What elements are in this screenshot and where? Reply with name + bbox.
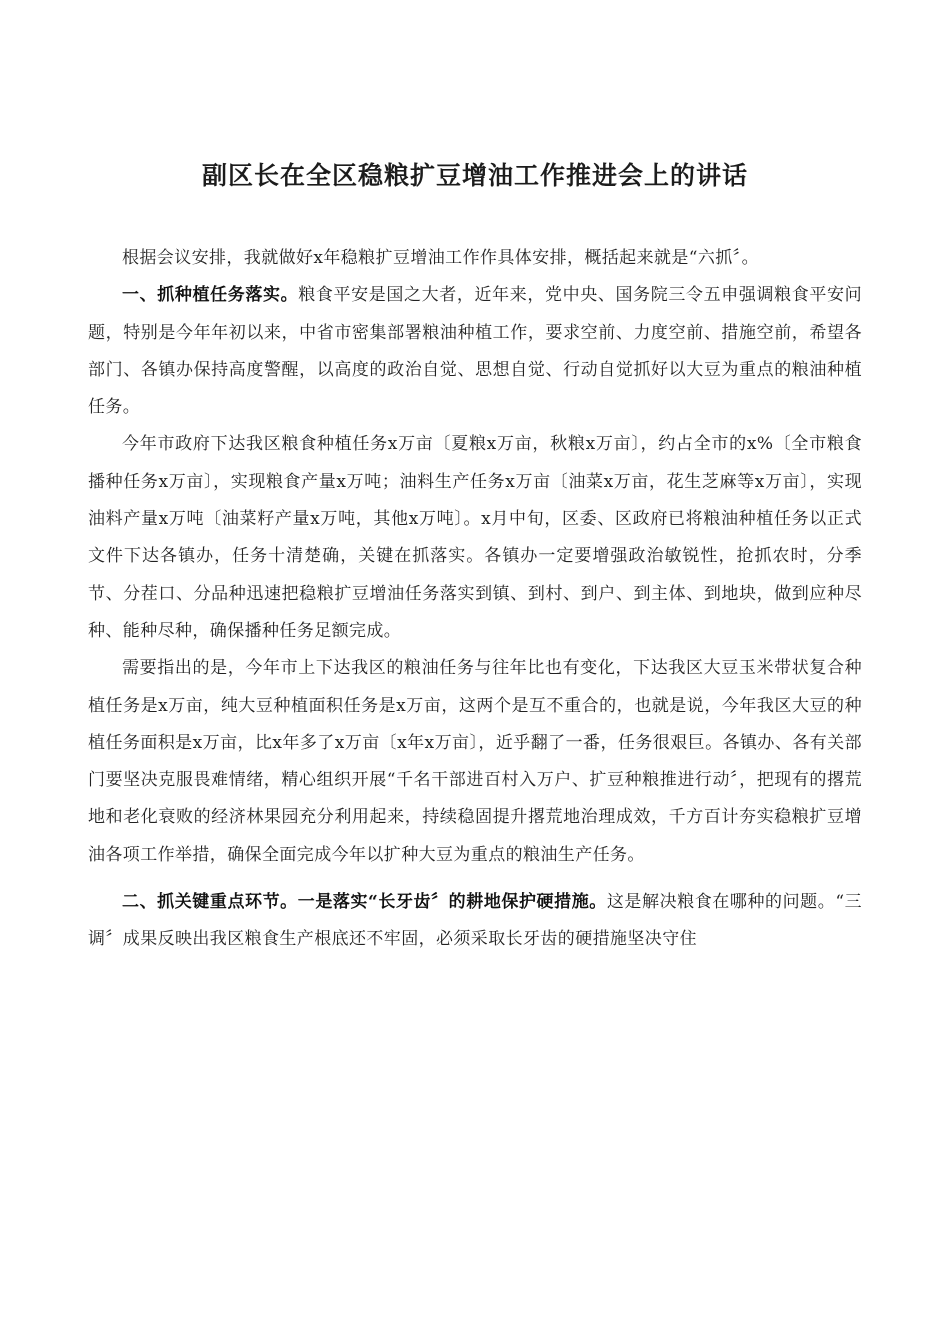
section-heading: 一、抓种植任务落实。 (122, 285, 299, 306)
paragraph-text: 这是解决粮食在哪种的问题。“三调〞成果反映出我区粮食生产根底还不牢固，必须采取长牙齿的硬措施坚决守住 (88, 892, 862, 950)
paragraph-text: 需要指出的是，今年市上下达我区的粮油任务与往年比也有变化，下达我区大豆玉米带状复合种植任务是x万亩，纯大豆种植面积任务是x万亩，这两个是互不重合的，也就是说，今年我区大豆的种植任务面积是x万亩，比x年多了x万亩〔x年x万亩〕，近乎翻了一番，任务很艰巨。各镇办、各有关部门要坚决克服畏难情绪，精心组织开展“千名干部进百村入万户、扩豆种粮推进行动〞，把现有的撂荒地和老化衰败的经济林果园充分利用起来，持续稳固提升撂荒地治理成效，千方百计夯实稳粮扩豆增油各项工作举措，确保全面完成今年以扩种大豆为重点的粮油生产任务。 (88, 658, 862, 865)
paragraph-intro (88, 240, 862, 277)
section-heading: 二、抓关键重点环节。一是落实“长牙齿〞的耕地保护硬措施。 (122, 892, 607, 913)
paragraph-text: 粮食平安是国之大者，近年来，党中央、国务院三令五申强调粮食平安问题，特别是今年年初以来，中省市密集部署粮油种植工作，要求空前、力度空前、措施空前，希望各部门、各镇办保持高度警醒，以高度的政治自觉、思想自觉、行动自觉抓好以大豆为重点的粮油种植任务。 (88, 285, 862, 418)
paragraph-text: 今年市政府下达我区粮食种植任务x万亩〔夏粮x万亩，秋粮x万亩〕，约占全市的x%〔全市粮食播种任务x万亩〕，实现粮食产量x万吨；油料生产任务x万亩〔油菜x万亩，花生芝麻等x万亩〕，实现油料产量x万吨〔油菜籽产量x万吨，其他x万吨〕。x月中旬，区委、区政府已将粮油种植任务以正式文件下达各镇办，任务十清楚确，关键在抓落实。各镇办一定要增强政治敏锐性，抢抓农时，分季节、分茬口、分品种迅速把稳粮扩豆增油任务落实到镇、到村、到户、到主体、到地块，做到应种尽种、能种尽种，确保播种任务足额完成。 (88, 434, 862, 641)
paragraph-section-2 (88, 884, 862, 959)
paragraph-planting-targets (88, 426, 862, 650)
document-body (88, 240, 862, 959)
document-title: 副区长在全区稳粮扩豆增油工作推进会上的讲话 (201, 161, 748, 190)
paragraph-text: 根据会议安排，我就做好x年稳粮扩豆增油工作作具体安排，概括起来就是“六抓〞。 (122, 248, 759, 268)
paragraph-section-1 (88, 277, 862, 426)
paragraph-soybean-targets (88, 650, 862, 874)
